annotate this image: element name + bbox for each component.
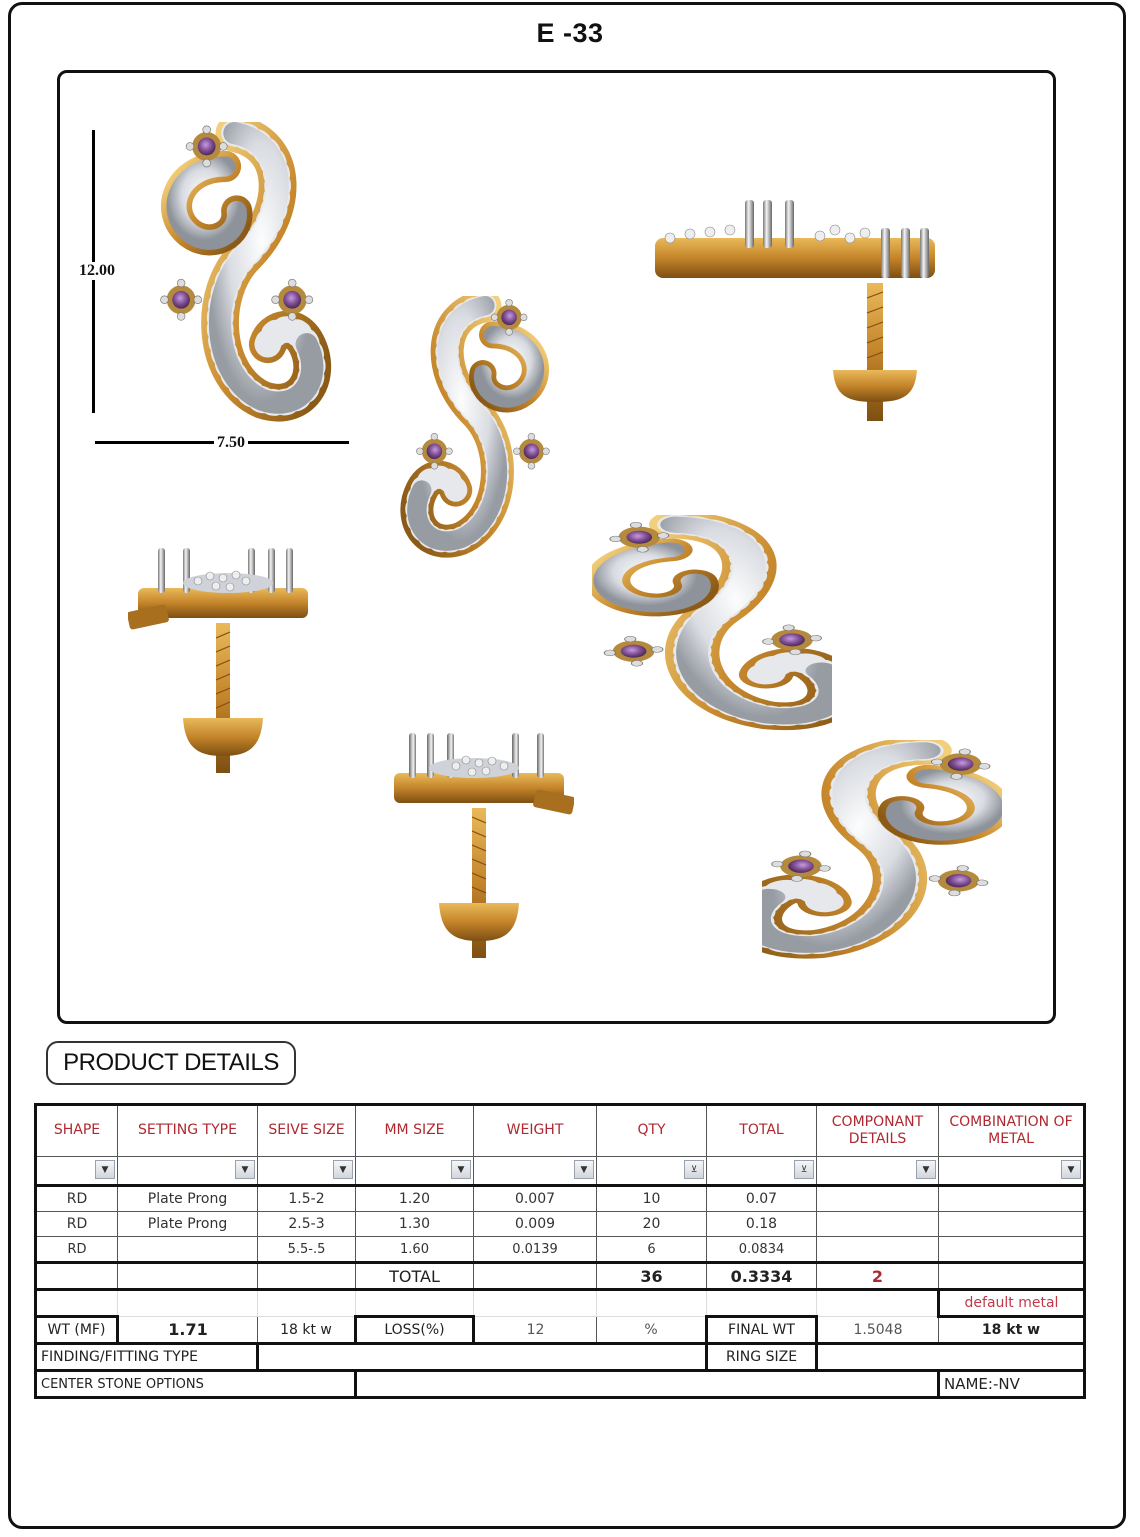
final-wt-label: FINAL WT — [707, 1317, 817, 1344]
cell-setting-type: Plate Prong — [118, 1212, 258, 1237]
height-dimension-label: 12.00 — [76, 262, 118, 280]
cell-total: 0.18 — [707, 1212, 817, 1237]
table-row — [36, 1237, 1085, 1263]
cell-total: 0.0834 — [707, 1237, 817, 1263]
finding-row — [36, 1344, 1085, 1371]
ring-size-label: RING SIZE — [707, 1344, 817, 1371]
default-metal-row — [36, 1290, 1085, 1317]
filter-cell-qty — [597, 1157, 707, 1186]
center-stone-row — [36, 1371, 1085, 1398]
cell-setting-type — [118, 1237, 258, 1263]
header-qty: QTY — [597, 1105, 707, 1157]
cell-metal — [939, 1237, 1085, 1263]
total-label: TOTAL — [356, 1263, 474, 1290]
earring-perspective-render-1 — [592, 515, 832, 735]
table-row — [36, 1186, 1085, 1212]
cell-metal — [939, 1186, 1085, 1212]
dropdown-arrow-icon[interactable]: ▼ — [1061, 1160, 1081, 1179]
filter-cell-mm-size — [356, 1157, 474, 1186]
cell-seive-size: 5.5-.5 — [258, 1237, 356, 1263]
earring-perspective-render-2 — [762, 740, 1002, 965]
filter-cell-seive-size — [258, 1157, 356, 1186]
cell-setting-type: Plate Prong — [118, 1186, 258, 1212]
blank-cell — [597, 1290, 707, 1317]
wt-mf-label: WT (MF) — [36, 1317, 118, 1344]
blank-cell — [356, 1290, 474, 1317]
default-metal-label: default metal — [939, 1290, 1085, 1317]
filter-active-icon[interactable]: ⊻ — [794, 1160, 814, 1179]
earring-side-view-render-left — [128, 548, 318, 773]
wt-mf-value: 1.71 — [118, 1317, 258, 1344]
total-weight: 0.3334 — [707, 1263, 817, 1290]
header-mm-size: MM SIZE — [356, 1105, 474, 1157]
dropdown-arrow-icon[interactable]: ▼ — [95, 1160, 115, 1179]
finding-type-label: FINDING/FITTING TYPE — [36, 1344, 258, 1371]
header-shape: SHAPE — [36, 1105, 118, 1157]
loss-unit: % — [597, 1317, 707, 1344]
cell-seive-size: 2.5-3 — [258, 1212, 356, 1237]
wt-metal: 18 kt w — [258, 1317, 356, 1344]
header-combination-of-metal: COMBINATION OF METAL — [939, 1105, 1085, 1157]
cell-shape: RD — [36, 1212, 118, 1237]
dropdown-arrow-icon[interactable]: ▼ — [916, 1160, 936, 1179]
cell-componant — [817, 1186, 939, 1212]
cell-metal — [939, 1212, 1085, 1237]
cell-mm-size: 1.30 — [356, 1212, 474, 1237]
loss-label: LOSS(%) — [356, 1317, 474, 1344]
total-qty: 36 — [597, 1263, 707, 1290]
total-cell-empty — [474, 1263, 597, 1290]
loss-value: 12 — [474, 1317, 597, 1344]
cell-mm-size: 1.60 — [356, 1237, 474, 1263]
header-seive-size: SEIVE SIZE — [258, 1105, 356, 1157]
total-componant: 2 — [817, 1263, 939, 1290]
cell-seive-size: 1.5-2 — [258, 1186, 356, 1212]
table-row — [36, 1212, 1085, 1237]
dropdown-arrow-icon[interactable]: ▼ — [235, 1160, 255, 1179]
dropdown-arrow-icon[interactable]: ▼ — [574, 1160, 594, 1179]
cell-componant — [817, 1237, 939, 1263]
cell-shape: RD — [36, 1186, 118, 1212]
header-setting-type: SETTING TYPE — [118, 1105, 258, 1157]
center-stone-label: CENTER STONE OPTIONS — [36, 1371, 356, 1398]
filter-cell-metal — [939, 1157, 1085, 1186]
cell-qty: 10 — [597, 1186, 707, 1212]
total-cell-empty — [258, 1263, 356, 1290]
cell-weight: 0.007 — [474, 1186, 597, 1212]
blank-cell — [707, 1290, 817, 1317]
blank-cell — [36, 1290, 118, 1317]
dropdown-arrow-icon[interactable]: ▼ — [333, 1160, 353, 1179]
filter-cell-componant — [817, 1157, 939, 1186]
total-cell-empty — [939, 1263, 1085, 1290]
ring-size-value[interactable] — [817, 1344, 1085, 1371]
finding-type-value[interactable] — [258, 1344, 707, 1371]
filter-active-icon[interactable]: ⊻ — [684, 1160, 704, 1179]
filter-cell-setting-type — [118, 1157, 258, 1186]
filter-row — [36, 1157, 1085, 1186]
filter-cell-shape — [36, 1157, 118, 1186]
earring-front-view-render — [385, 296, 575, 558]
blank-cell — [118, 1290, 258, 1317]
filter-cell-weight — [474, 1157, 597, 1186]
blank-cell — [817, 1290, 939, 1317]
product-details-heading: PRODUCT DETAILS — [46, 1041, 296, 1085]
table-header-row — [36, 1105, 1085, 1157]
page-title: E -33 — [536, 18, 604, 48]
cell-mm-size: 1.20 — [356, 1186, 474, 1212]
header-componant-details: COMPONANT DETAILS — [817, 1105, 939, 1157]
designer-name: NAME:-NV — [939, 1371, 1085, 1398]
cell-shape: RD — [36, 1237, 118, 1263]
earring-side-view-render-right — [645, 198, 945, 428]
product-details-table — [34, 1103, 1086, 1399]
header-total: TOTAL — [707, 1105, 817, 1157]
cell-qty: 6 — [597, 1237, 707, 1263]
cell-weight: 0.009 — [474, 1212, 597, 1237]
header-weight: WEIGHT — [474, 1105, 597, 1157]
blank-cell — [258, 1290, 356, 1317]
cell-total: 0.07 — [707, 1186, 817, 1212]
total-cell-empty — [118, 1263, 258, 1290]
cell-weight: 0.0139 — [474, 1237, 597, 1263]
width-dimension-label: 7.50 — [214, 434, 248, 452]
total-row — [36, 1263, 1085, 1290]
center-stone-value[interactable] — [356, 1371, 939, 1398]
total-cell-empty — [36, 1263, 118, 1290]
final-wt-value: 1.5048 — [817, 1317, 939, 1344]
blank-cell — [474, 1290, 597, 1317]
filter-cell-total — [707, 1157, 817, 1186]
final-metal: 18 kt w — [939, 1317, 1085, 1344]
earring-top-view-render — [140, 122, 340, 422]
weight-row — [36, 1317, 1085, 1344]
earring-side-view-render-bottom — [384, 733, 574, 958]
cell-componant — [817, 1212, 939, 1237]
cell-qty: 20 — [597, 1212, 707, 1237]
dropdown-arrow-icon[interactable]: ▼ — [451, 1160, 471, 1179]
